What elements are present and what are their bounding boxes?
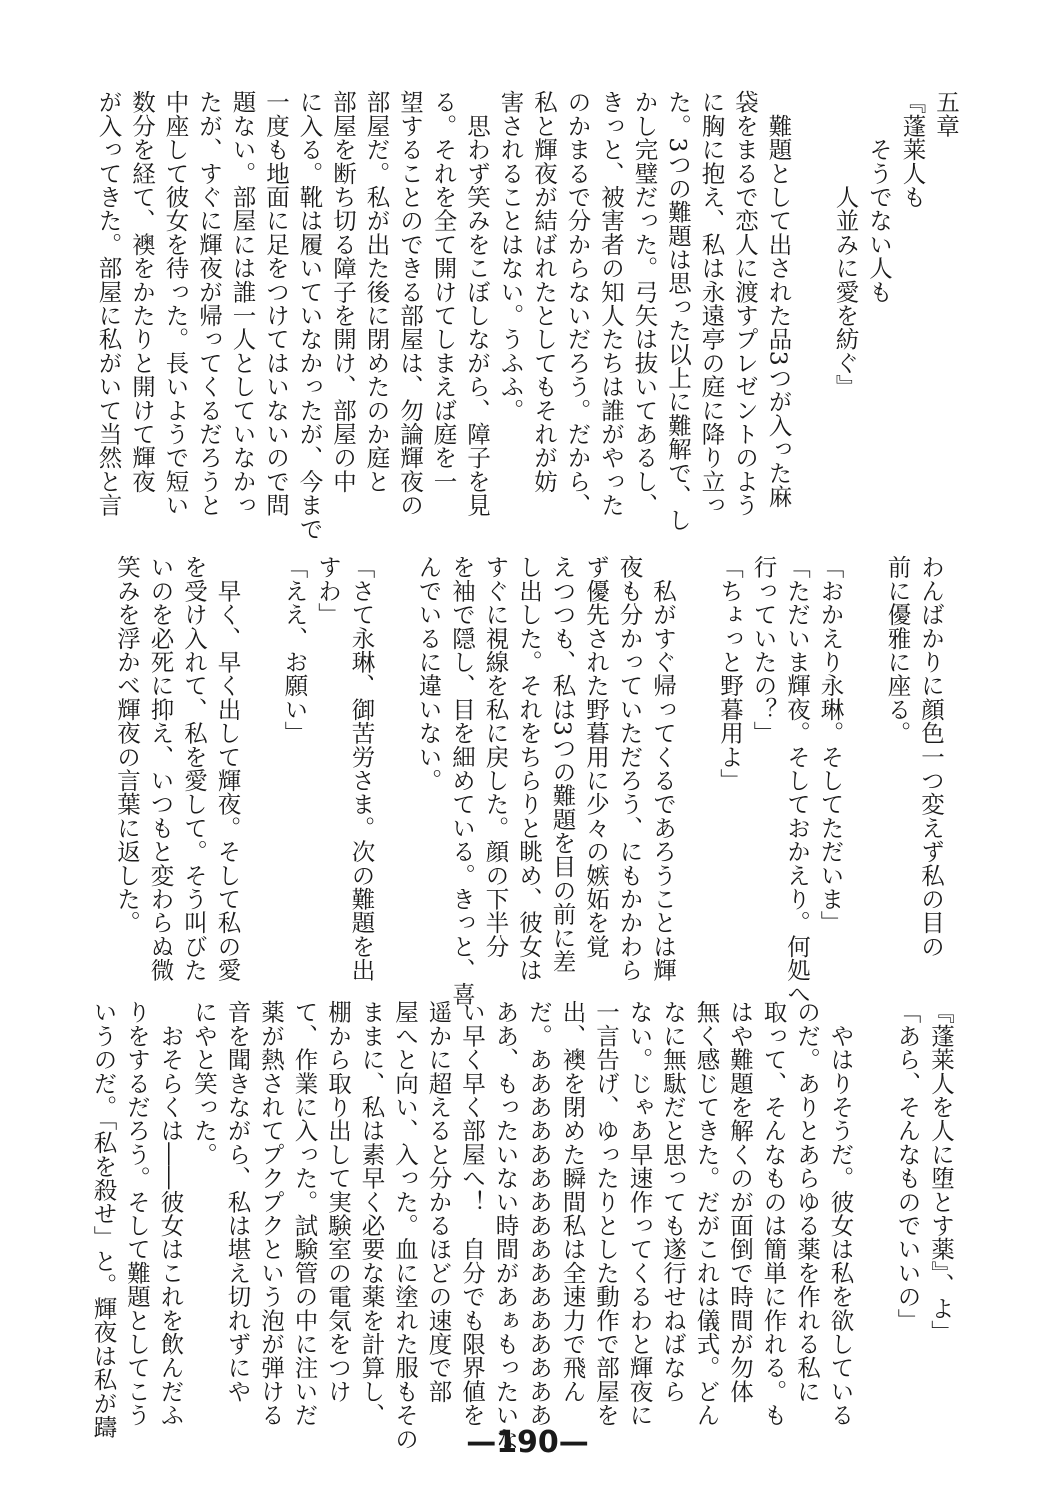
text-column: 難題として出された品3つが入った麻 (764, 90, 793, 509)
text-column: おそらくは――彼女はこれを飲んだふ (156, 1000, 185, 1427)
text-column: いうのだ。「私を殺せ」と。輝夜は私が躊 (89, 1000, 118, 1439)
text-column: 「さて永琳、御苦労さま。次の難題を出 (347, 555, 376, 982)
text-column: ままに、私は素早く必要な薬を計算し、 (357, 1000, 386, 1427)
text-column: 人並みに愛を紡ぐ』 (831, 90, 860, 399)
text-column: のかまるで分からないだろう。だから、 (563, 90, 592, 517)
text-column: 「あら、そんなものでいいの」 (893, 1000, 922, 1332)
text-column: んでいるに違いない。 (414, 555, 443, 792)
text-column: 部屋を断ち切る障子を開け、部屋の中 (329, 90, 357, 493)
text-column: 遥かに超えると分かるほどの速度で部 (424, 1000, 453, 1403)
text-column: 薬が熱されてプクプクという泡が弾ける (257, 1000, 285, 1427)
text-column: い早く早く部屋へ！ 自分でも限界値を (458, 1000, 486, 1427)
text-block-middle (110, 555, 948, 1006)
text-column: に入る。靴は履いていなかったが、今まで (295, 90, 324, 541)
text-column: ず優先された野暮用に少々の嫉妬を覚 (582, 555, 610, 958)
text-column: 無く感じてきた。だがこれは儀式。どん (692, 1000, 721, 1427)
text-column: 数分を経て、襖をかたりと開けて輝夜 (128, 90, 156, 493)
text-column: 害されることはない。うふふ。 (496, 90, 525, 422)
text-column: 取って、そんなものは簡単に作れる。も (759, 1000, 788, 1427)
text-column: 前に優雅に座る。 (883, 555, 912, 745)
text-column: 一度も地面に足をつけてはいないので問 (262, 90, 290, 517)
text-column: 思わず笑みをこぼしながら、障子を見 (463, 90, 491, 517)
text-column: を袖で隠し、目を細めている。きっと、喜 (448, 555, 476, 1006)
text-column: る。それを全て開けてしまえば庭を一 (429, 90, 458, 493)
text-column: はや難題を解くのが面倒で時間が勿体 (726, 1000, 754, 1403)
text-block-top (91, 90, 962, 541)
text-column: えつつも、私は3つの難題を目の前に差 (548, 555, 577, 974)
text-column: わんばかりに顔色一つ変えず私の目の (917, 555, 945, 958)
text-column: ああ、もったいない時間があぁもったいな (491, 1000, 520, 1451)
blank-column (679, 555, 713, 975)
text-column: かし完璧だった。弓矢は抜いてあるし、 (630, 90, 659, 517)
text-column: を受け入れて、私を愛して。そう叫びた (180, 555, 208, 982)
text-column: 私と輝夜が結ばれたとしてもそれが妨 (530, 90, 558, 493)
text-column: いのを必死に抑え、いつもと変わらぬ微 (146, 555, 175, 982)
text-column: 笑みを浮かべ輝夜の言葉に返した。 (113, 555, 141, 935)
text-column: て、作業に入った。試験管の中に注いだ (290, 1000, 319, 1427)
text-column: 私がすぐ帰ってくるであろうことは輝 (649, 555, 677, 982)
text-column: 夜も分かっていただろう、にもかかわら (615, 555, 644, 982)
text-column: 「ただいま輝夜。そしておかえり。何処へ (783, 555, 811, 1006)
blank-column (378, 555, 412, 975)
text-column: 中座して彼女を待った。長いようで短い (161, 90, 190, 517)
text-column: に胸に抱え、私は永遠亭の庭に降り立っ (697, 90, 726, 517)
text-column: 一言告げ、ゆったりとした動作で部屋を (592, 1000, 620, 1427)
text-column: 『蓬莱人を人に堕とす薬』、よ」 (927, 1000, 955, 1344)
text-column: 棚から取り出して実験室の電気をつけ (324, 1000, 352, 1403)
text-column: きっと、被害者の知人たちは誰がやった (597, 90, 625, 517)
text-column: りをするだろう。そして難題としてこう (123, 1000, 151, 1427)
blank-column (847, 555, 881, 975)
text-column: た。3つの難題は思った以上に難解で、し (664, 90, 692, 532)
text-column: すわ」 (314, 555, 342, 627)
text-column: が入ってきた。部屋に私がいて当然と言 (94, 90, 123, 517)
text-column: 袋をまるで恋人に渡すプレゼントのよう (731, 90, 759, 517)
blank-column (857, 1000, 891, 1420)
text-column: なに無駄だと思っても遂行せねばなら (659, 1000, 687, 1403)
text-column: 五章 (932, 90, 960, 138)
text-column: にやと笑った。 (190, 1000, 218, 1166)
text-column: やはりそうだ。彼女は私を欲している (826, 1000, 855, 1427)
text-column: 「おかえり永琳。そしてただいま」 (816, 555, 845, 935)
text-column: 「ちょっと野暮用よ」 (716, 555, 744, 792)
page-number: —190— (466, 1425, 589, 1460)
text-column: し出した。それをちらりと眺め、彼女は (515, 555, 543, 982)
text-column: 「ええ、お願い」 (280, 555, 309, 745)
blank-column (244, 555, 278, 975)
blank-column (795, 90, 829, 510)
text-column: すぐに視線を私に戻した。顔の下半分 (481, 555, 510, 958)
text-column: 出、襖を閉めた瞬間私は全速力で飛ん (558, 1000, 587, 1403)
text-column: 行っていたの？」 (749, 555, 778, 745)
text-column: 望することのできる部屋は、勿論輝夜の (396, 90, 424, 517)
text-column: 音を聞きながら、私は堪え切れずにや (223, 1000, 252, 1403)
text-column: 題ない。部屋には誰一人としていなかっ (228, 90, 257, 517)
text-column: たが、すぐに輝夜が帰ってくるだろうと (195, 90, 223, 517)
text-column: そうでない人も (865, 90, 893, 304)
text-column: 早く、早く出して輝夜。そして私の愛 (213, 555, 242, 982)
text-column: 部屋だ。私が出た後に閉めたのか庭と (362, 90, 391, 493)
text-column: 『蓬莱人も (898, 90, 927, 209)
text-column: ない。じゃあ早速作ってくるわと輝夜に (625, 1000, 654, 1427)
text-column: 屋へと向い、入った。血に塗れた服もその (391, 1000, 419, 1451)
text-column: のだ。ありとあらゆる薬を作れる私に (793, 1000, 821, 1403)
text-column: だ。ああああああああああああああああ (525, 1000, 553, 1427)
